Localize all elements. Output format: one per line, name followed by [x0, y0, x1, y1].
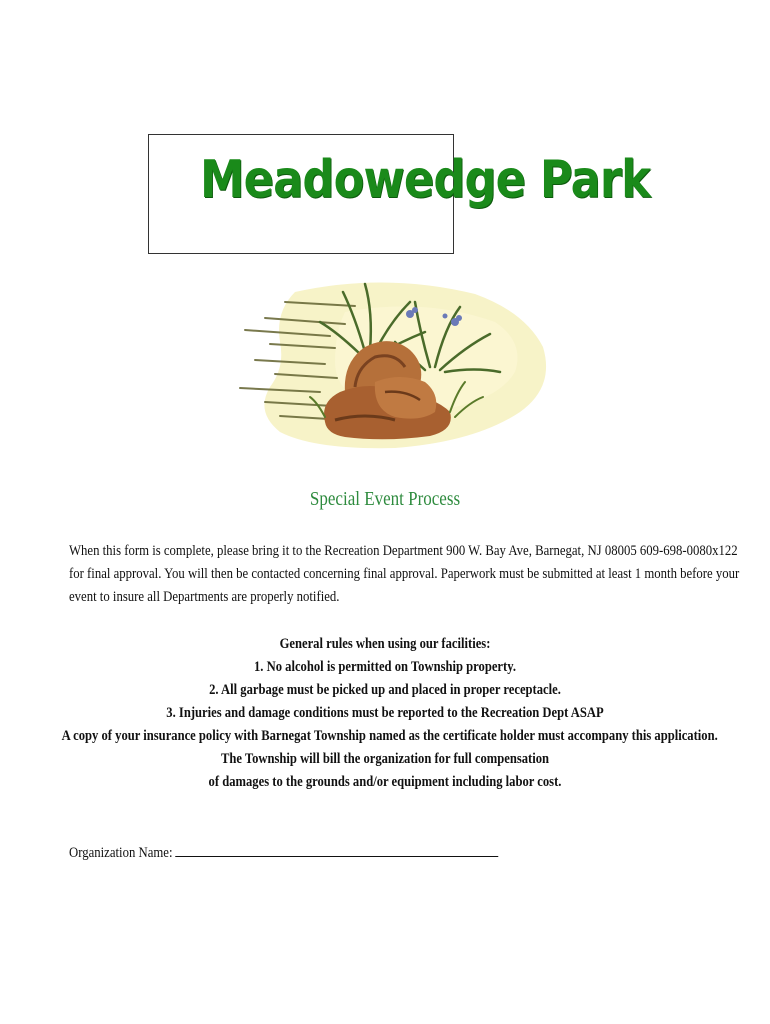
billing-note: of damages to the grounds and/or equipment including labor cost. [208, 774, 562, 790]
rules-section [0, 633, 770, 794]
page-title: Meadowedge Park [200, 150, 650, 210]
organization-name-label: Organization Name: [69, 845, 173, 861]
rule-item: 1. No alcohol is permitted on Township property. [254, 659, 516, 675]
organization-name-row [69, 842, 498, 862]
intro-line: event to insure all Departments are properly notified. [69, 589, 340, 605]
organization-name-field[interactable] [175, 842, 498, 857]
rule-item: 2. All garbage must be picked up and placed in proper receptacle. [209, 682, 561, 698]
section-subtitle: Special Event Process [309, 488, 461, 510]
intro-paragraph [69, 540, 740, 609]
intro-line: When this form is complete, please bring it to the Recreation Department 900 W. Bay Ave, Barnegat, NJ 08005 609-698-0080x122 [69, 543, 738, 559]
insurance-note: A copy of your insurance policy with Barnegat Township named as the certificate holder must accompany this application. [61, 728, 718, 744]
intro-line: for final approval. You will then be contacted concerning final approval. Paperwork must be submitted at least 1 month before your [69, 566, 740, 582]
rules-heading: General rules when using our facilities: [279, 636, 491, 652]
pond-reeds-rocks-illustration-icon [225, 272, 555, 452]
billing-note: The Township will bill the organization for full compensation [220, 751, 550, 767]
rule-item: 3. Injuries and damage conditions must be reported to the Recreation Dept ASAP [166, 705, 604, 721]
